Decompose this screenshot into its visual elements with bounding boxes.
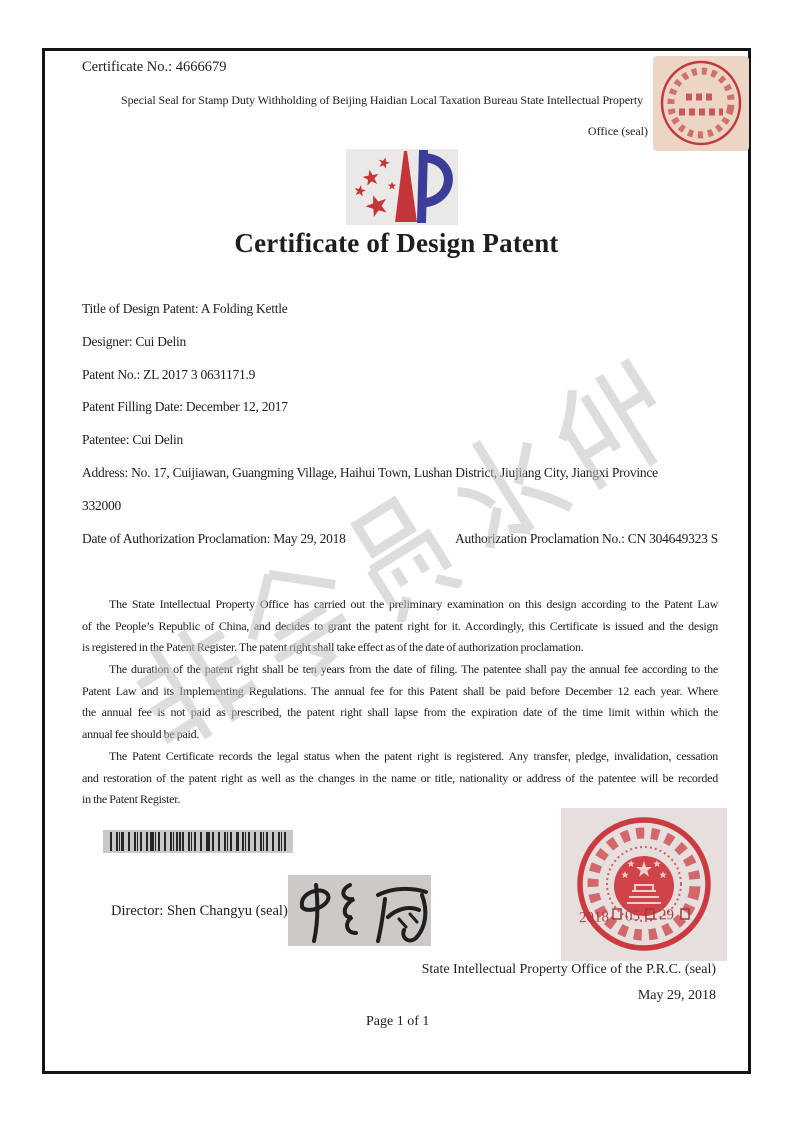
body-line: annual fee should be paid. (82, 727, 200, 742)
body-line: in the Patent Register. (82, 792, 181, 807)
seal-date-year: 2018 (578, 909, 610, 927)
seal-date-day: 29 (658, 906, 675, 924)
body-paragraphs (82, 597, 718, 814)
body-line: the annual fee is not paid as prescribed, the patent right shall lapse from the expiration date of the time limit within which the (82, 705, 718, 720)
field-authorization-date: Date of Authorization Proclamation: May 29, 2018 (82, 530, 346, 546)
field-designer: Designer: Cui Delin (82, 333, 186, 349)
field-address-line1: Address: No. 17, Cuijiawan, Guangming Village, Haihui Town, Lushan District, Jiujiang City, Jiangxi Province (82, 464, 658, 480)
body-line: The State Intellectual Property Office has carried out the preliminary examination on this design according to the Patent Law (109, 597, 718, 611)
field-address-line2: 332000 (82, 497, 121, 513)
barcode-bars (110, 832, 286, 851)
body-line: The duration of the patent right shall be ten years from the date of filing. The patentee shall pay the annual fee according to the (109, 662, 718, 677)
field-title-of-design-patent: Title of Design Patent: A Folding Kettle (82, 301, 288, 316)
field-patentee: Patentee: Cui Delin (82, 432, 183, 448)
tax-bureau-seal-icon (653, 56, 749, 151)
field-patent-no: Patent No.: ZL 2017 3 0631171.9 (82, 366, 256, 382)
sipo-logo-icon (346, 149, 458, 225)
field-list (82, 301, 718, 563)
office-seal-caption: State Intellectual Property Office of the P.R.C. (seal) (421, 962, 716, 977)
stamp-duty-caption-line1: Special Seal for Stamp Duty Withholding of Beijing Haidian Local Taxation Bureau State Intellectual Property (121, 93, 643, 107)
field-authorization-row (82, 531, 718, 564)
body-line: Patent Law and its Implementing Regulations. The annual fee for this Patent shall be paid before December 12 each year. Where (82, 683, 718, 698)
page-number: Page 1 of 1 (366, 1014, 430, 1029)
body-line: The Patent Certificate records the legal status when the patent right is registered. Any transfer, pledge, invalidation, cessation (109, 748, 718, 763)
certificate-border (42, 48, 751, 1074)
field-authorization-no: Authorization Proclamation No.: CN 304649323 S (455, 530, 718, 546)
field-patent-filling-date: Patent Filling Date: December 12, 2017 (82, 399, 288, 415)
director-signature (288, 875, 431, 946)
seal-date-month: 05 (624, 908, 641, 925)
body-line: is registered in the Patent Register. The patent right shall take effect as of the date of authorization proclamation. (82, 640, 584, 655)
director-label: Director: Shen Changyu (seal) (111, 903, 288, 919)
page-title: Certificate of Design Patent (234, 228, 559, 258)
body-line: of the People’s Republic of China, and decides to grant the patent right for it. Accordingly, this Certificate is issued and the design (82, 618, 718, 633)
issue-date: May 29, 2018 (637, 988, 716, 1003)
barcode (103, 830, 293, 853)
stamp-duty-caption-line2: Office (seal) (587, 124, 648, 138)
body-line: and restoration of the patent right as well as the changes in the name or title, nationality or address of the patentee will be recorded (82, 770, 718, 785)
office-seal-icon (561, 808, 727, 961)
certificate-number: Certificate No.: 4666679 (82, 59, 227, 75)
